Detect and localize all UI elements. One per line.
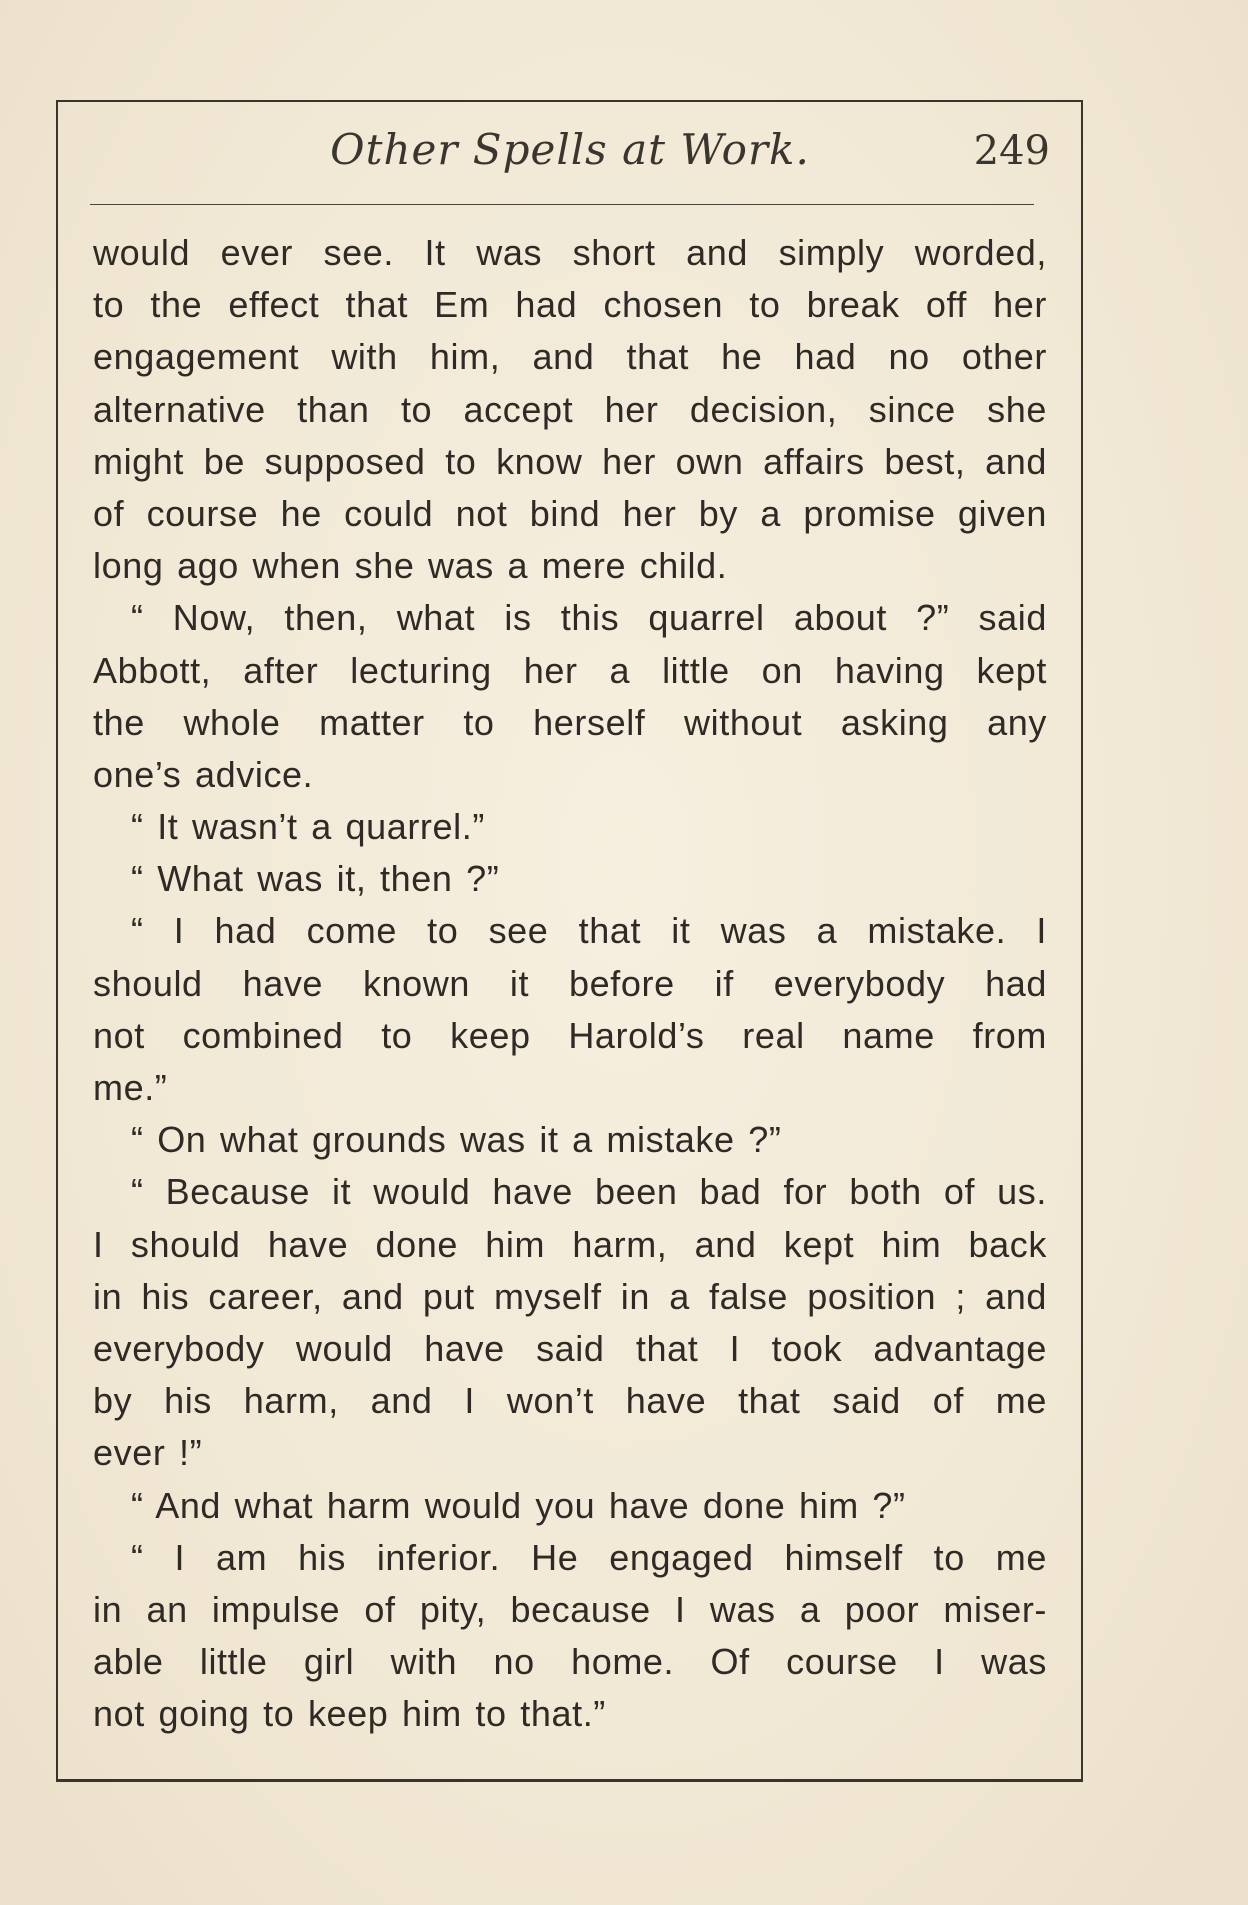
text-line: engagement with him, and that he had no other bbox=[93, 336, 1047, 378]
text-line: by his harm, and I won’t have that said of me bbox=[93, 1380, 1047, 1422]
header-rule bbox=[90, 204, 1034, 205]
body-text bbox=[93, 227, 1047, 1740]
text-line: “ What was it, then ?” bbox=[131, 858, 500, 900]
text-line: everybody would have said that I took advantage bbox=[93, 1327, 1047, 1369]
text-line: in his career, and put myself in a false position ; and bbox=[93, 1275, 1047, 1317]
text-line: “ On what grounds was it a mistake ?” bbox=[131, 1119, 782, 1161]
text-line: “ And what harm would you have done him ?” bbox=[131, 1484, 906, 1526]
text-line: to the effect that Em had chosen to break off her bbox=[93, 284, 1047, 326]
text-line: the whole matter to herself without asking any bbox=[93, 701, 1047, 743]
text-line: in an impulse of pity, because I was a poor miser- bbox=[93, 1588, 1047, 1630]
text-line: I should have done him harm, and kept him back bbox=[93, 1223, 1047, 1265]
text-line: alternative than to accept her decision, since she bbox=[93, 388, 1047, 430]
text-line: long ago when she was a mere child. bbox=[93, 545, 728, 587]
running-title: Other Spells at Work. bbox=[330, 125, 810, 174]
running-head bbox=[90, 120, 1050, 180]
text-line: should have known it before if everybody had bbox=[93, 962, 1047, 1004]
text-line: “ It wasn’t a quarrel.” bbox=[131, 806, 485, 848]
text-line: me.” bbox=[93, 1067, 168, 1108]
text-line: one’s advice. bbox=[93, 753, 314, 795]
text-line: “ Because it would have been bad for both of us. bbox=[131, 1171, 1047, 1213]
text-line: would ever see. It was short and simply worded, bbox=[93, 232, 1047, 273]
text-line: able little girl with no home. Of course I was bbox=[93, 1641, 1047, 1683]
text-line: “ I had come to see that it was a mistake. I bbox=[131, 910, 1047, 952]
text-line: not combined to keep Harold’s real name from bbox=[93, 1014, 1047, 1056]
text-line: of course he could not bind her by a promise given bbox=[93, 492, 1047, 534]
text-line: Abbott, after lecturing her a little on having kept bbox=[93, 649, 1047, 691]
text-line: “ I am his inferior. He engaged himself to me bbox=[131, 1536, 1047, 1578]
text-line: might be supposed to know her own affairs best, and bbox=[93, 440, 1047, 482]
text-line: ever !” bbox=[93, 1432, 203, 1474]
text-line: not going to keep him to that.” bbox=[93, 1693, 606, 1735]
page-number: 249 bbox=[973, 128, 1050, 174]
text-line: “ Now, then, what is this quarrel about ?” said bbox=[131, 597, 1047, 639]
